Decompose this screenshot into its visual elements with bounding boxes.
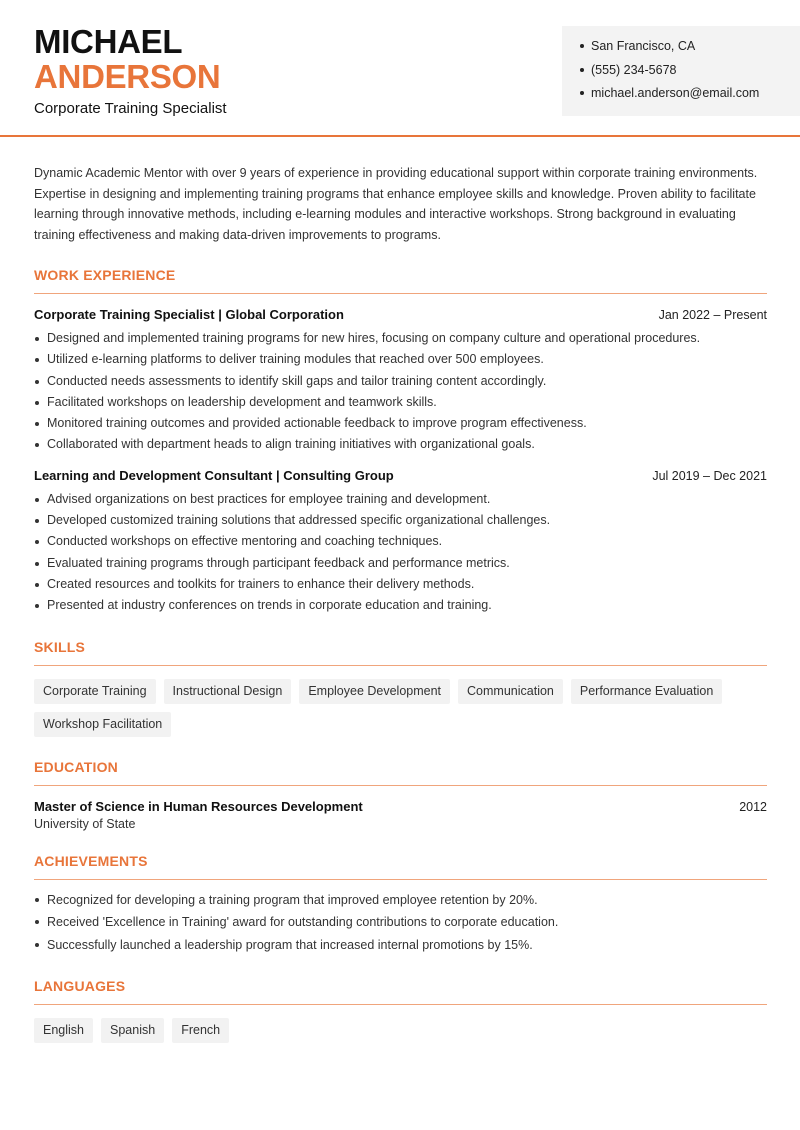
job-bullet: Conducted needs assessments to identify skill gaps and tailor training content accordingly. bbox=[34, 371, 767, 392]
summary: Dynamic Academic Mentor with over 9 years of experience in providing educational support within corporate training environments. Expertise in designing and implementing training programs that enhance employee skills and knowledge. Proven ability to facilitate learning through innovative methods, including e-learning modules and interactive workshops. Strong background in evaluating training effectiveness and making data-driven improvements to programs. bbox=[34, 166, 758, 242]
job-bullets bbox=[34, 489, 767, 617]
skill-tag: Communication bbox=[458, 679, 563, 704]
contact-list bbox=[580, 36, 800, 107]
achievement-item: Received 'Excellence in Training' award for outstanding contributions to corporate education. bbox=[34, 911, 767, 934]
contact-box bbox=[562, 26, 800, 116]
last-name: ANDERSON bbox=[34, 58, 221, 95]
section-title-achievements: ACHIEVEMENTS bbox=[34, 853, 767, 880]
first-name: MICHAEL bbox=[34, 23, 183, 60]
education-section bbox=[34, 759, 767, 831]
language-tag: French bbox=[172, 1018, 229, 1043]
job-dates: Jan 2022 – Present bbox=[658, 308, 767, 322]
languages-section bbox=[34, 978, 767, 1043]
skills-section bbox=[34, 639, 767, 737]
job-bullet: Advised organizations on best practices for employee training and development. bbox=[34, 489, 767, 510]
contact-location: San Francisco, CA bbox=[580, 36, 800, 60]
job-bullet: Developed customized training solutions that addressed specific organizational challenges. bbox=[34, 510, 767, 531]
job-bullet: Utilized e-learning platforms to deliver training modules that reached over 500 employees. bbox=[34, 349, 767, 370]
achievement-item: Successfully launched a leadership program that increased internal promotions by 15%. bbox=[34, 934, 767, 957]
skill-tag: Employee Development bbox=[299, 679, 450, 704]
job-bullet: Created resources and toolkits for trainers to enhance their delivery methods. bbox=[34, 574, 767, 595]
resume-header bbox=[0, 0, 800, 137]
job-header bbox=[34, 468, 767, 483]
education-header bbox=[34, 799, 767, 814]
section-title-languages: LANGUAGES bbox=[34, 978, 767, 1005]
contact-email[interactable]: michael.anderson@email.com bbox=[580, 83, 800, 107]
achievements-section bbox=[34, 853, 767, 957]
achievement-list bbox=[34, 889, 767, 957]
language-tag: Spanish bbox=[101, 1018, 164, 1043]
job-entry bbox=[34, 307, 767, 456]
skill-tag: Performance Evaluation bbox=[571, 679, 722, 704]
job-bullet: Conducted workshops on effective mentoring and coaching techniques. bbox=[34, 531, 767, 552]
language-tags bbox=[34, 1018, 767, 1043]
resume-body bbox=[34, 163, 767, 1043]
section-title-education: EDUCATION bbox=[34, 759, 767, 786]
contact-phone: (555) 234-5678 bbox=[580, 60, 800, 84]
job-dates: Jul 2019 – Dec 2021 bbox=[652, 468, 767, 483]
job-role: Learning and Development Consultant | Consulting Group bbox=[34, 467, 394, 483]
skill-tag: Workshop Facilitation bbox=[34, 712, 171, 737]
achievement-item: Recognized for developing a training program that improved employee retention by 20%. bbox=[34, 889, 767, 912]
job-role: Corporate Training Specialist | Global Corporation bbox=[34, 307, 344, 322]
job-bullets bbox=[34, 328, 767, 456]
education-school: University of State bbox=[34, 816, 136, 831]
name-block bbox=[34, 24, 227, 117]
job-bullet: Evaluated training programs through participant feedback and performance metrics. bbox=[34, 553, 767, 574]
job-entry bbox=[34, 468, 767, 617]
education-entry bbox=[34, 799, 767, 831]
job-bullet: Collaborated with department heads to align training initiatives with organizational goals. bbox=[34, 434, 767, 455]
language-tag: English bbox=[34, 1018, 93, 1043]
job-bullet: Presented at industry conferences on trends in corporate education and training. bbox=[34, 595, 767, 616]
section-title-work: WORK EXPERIENCE bbox=[34, 267, 767, 294]
section-title-skills: SKILLS bbox=[34, 639, 767, 666]
skill-tag: Instructional Design bbox=[164, 679, 292, 704]
job-title: Corporate Training Specialist bbox=[34, 100, 227, 117]
job-bullet: Facilitated workshops on leadership development and teamwork skills. bbox=[34, 392, 767, 413]
education-year: 2012 bbox=[739, 799, 767, 814]
skill-tag: Corporate Training bbox=[34, 679, 156, 704]
work-experience-section bbox=[34, 267, 767, 617]
job-bullet: Monitored training outcomes and provided actionable feedback to improve program effectiveness. bbox=[34, 413, 767, 434]
education-degree: Master of Science in Human Resources Development bbox=[34, 798, 363, 814]
job-bullet: Designed and implemented training programs for new hires, focusing on company culture and operational procedures. bbox=[34, 328, 767, 349]
job-header bbox=[34, 307, 767, 322]
skills-tags bbox=[34, 679, 767, 737]
